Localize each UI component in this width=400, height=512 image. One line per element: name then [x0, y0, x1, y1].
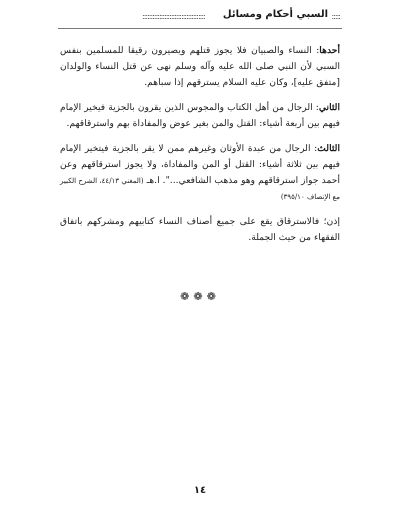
paragraph-first-text: : النساء والصبيان فلا يجوز قتلهم ويصيرون رقيقا للمسلمين بنفس السبي لأن النبي صلى الله عليه وآله وسلم نهى عن قتل النساء والولدان [متفق عليه]، وكان عليه السلام يسترقهم إذا سباهم.	[60, 45, 340, 88]
page-number: ١٤	[193, 485, 207, 496]
paragraph-second-lead: الثاني	[318, 102, 340, 113]
paragraph-third-text: : الرجال من عبدة الأوثان وغيرهم ممن لا يقر بالجزية فيتخير الإمام فيهم بين ثلاثة أشياء: القتل أو المن والمفاداة، ولا يجوز استرقاقهم وعن أحمد جواز استرقاقهم وهو مذهب الشافعي...". ا.هـ	[60, 143, 340, 186]
paragraph-first-lead: أحدها	[319, 45, 340, 56]
header-dots-right: :::::	[331, 12, 340, 21]
paragraph-first	[60, 43, 340, 91]
paragraph-third-reference: (المغني ٤٤/١٣، الشرح الكبير مع الإنصاف ٣٩٥/١٠)	[60, 177, 340, 201]
paragraph-second	[60, 100, 340, 132]
header-title: السبي أحكام ومسائل	[222, 9, 328, 20]
paragraph-third-lead: الثالث	[317, 143, 340, 154]
paragraph-conclusion	[60, 214, 340, 246]
paragraph-second-text: : الرجال من أهل الكتاب والمجوس الذين يقرون بالجزية فيخير الإمام فيهم بين أربعة أشياء: القتل والمن بغير عوض والمفاداة بهم واسترقاقهم.	[60, 102, 340, 129]
paragraph-conclusion-text: إذن؛ فالاسترقاق يقع على جميع أصناف النساء كتابيهم ومشركهم باتفاق الفقهاء من حيث الجملة.	[60, 216, 340, 243]
section-end-ornament: ❁❁❁	[180, 290, 220, 303]
main-text	[60, 43, 340, 255]
header-dots-left: :::::::::::::::::::::::::::::::::::::	[142, 12, 205, 21]
running-header	[58, 8, 342, 29]
paragraph-third	[60, 141, 340, 205]
